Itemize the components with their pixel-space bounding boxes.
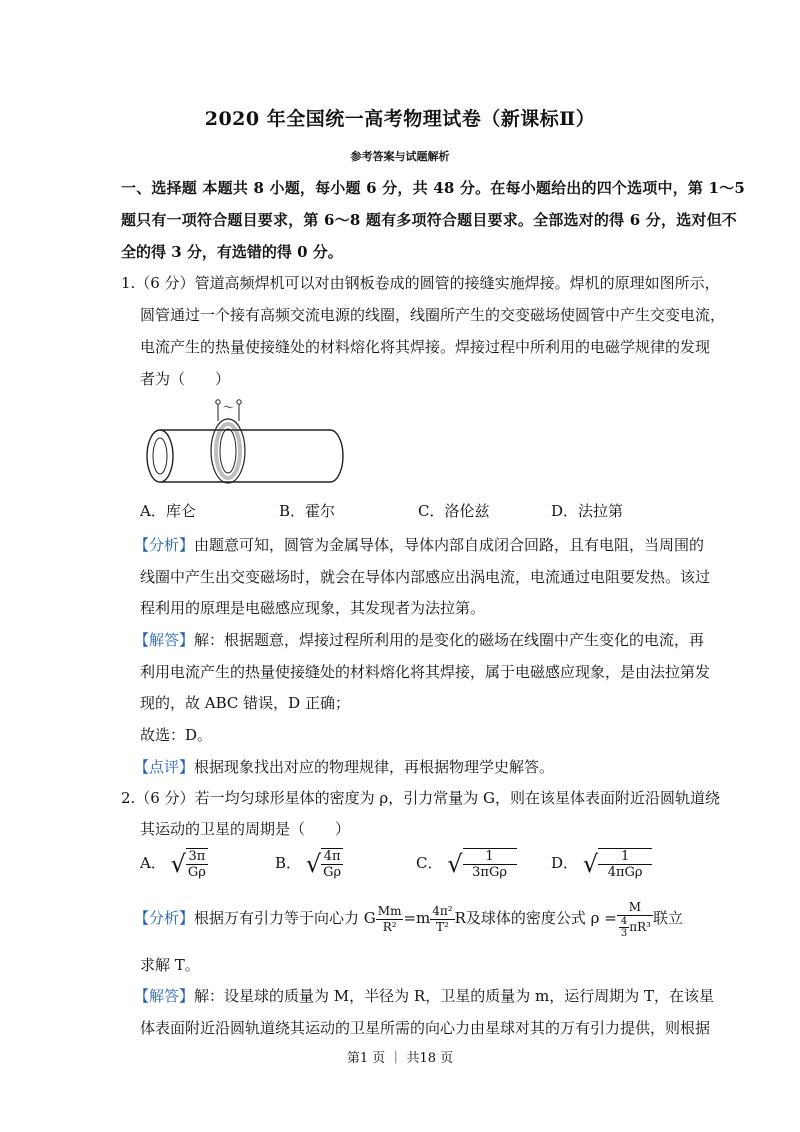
- q1-analysis-tag: 【分析】: [134, 536, 195, 554]
- q2-equals-m: =m: [403, 909, 431, 927]
- q2-formula-3-num: M: [617, 900, 653, 916]
- page-subtitle: 参考答案与试题解析: [350, 150, 450, 163]
- q1-comment-line: [134, 757, 554, 777]
- q2-option-b-den: Gρ: [323, 865, 342, 880]
- q1-option-a: A．库仑: [140, 502, 196, 520]
- q1-answer-line-3: 现的，故 ABC 错误，D 正确；: [140, 694, 350, 712]
- q2-option-c-den: 3πGρ: [472, 865, 507, 880]
- q1-option-d: D．法拉第: [551, 502, 624, 520]
- q1-stem-line-2: 圆管通过一个接有高频交流电源的线圈，线圈所产生的交变磁场使圆管中产生交变电流，: [140, 306, 726, 324]
- q2-formula-3-den-num: 4: [620, 915, 628, 927]
- q1-answer-text-1: 解：根据题意，焊接过程所利用的是变化的磁场在线圈中产生变化的电流，再: [194, 631, 705, 649]
- q2-option-c-num: 1: [463, 849, 517, 865]
- q1-stem-line-1: 1.（6 分）管道高频焊机可以对由钢板卷成的圆管的接缝实施焊接。焊机的原理如图所示，: [121, 274, 720, 292]
- q2-option-b-letter: B．: [275, 854, 302, 872]
- q1-analysis-line-1: [134, 535, 704, 555]
- q2-answer-line-1: [134, 986, 714, 1006]
- q1-choice-line: 故选：D。: [140, 726, 213, 744]
- q2-answer-line-2: 体表面附近沿圆轨道绕其运动的卫星所需的向心力由星球对其的万有引力提供，则根据: [140, 1019, 711, 1037]
- ac-source-symbol: ～: [223, 401, 234, 414]
- q1-analysis-line-3: 程利用的原理是电磁感应现象，其发现者为法拉第。: [140, 599, 486, 617]
- q1-analysis-text-1: 由题意可知，圆管为金属导体，导体内部自成闭合回路，且有电阻，当周围的: [194, 536, 705, 554]
- q1-answer-line-1: [134, 630, 704, 650]
- q1-comment-tag: 【点评】: [134, 758, 195, 776]
- section-instruction-line-3: 全的得 3 分，有选错的得 0 分。: [121, 243, 343, 261]
- q2-formula-1-num: Mm: [377, 903, 402, 918]
- q2-analysis-post: 联立: [652, 909, 683, 927]
- section-instruction-line-2: 题只有一项符合题目要求，第 6～8 题有多项符合题目要求。全部选对的得 6 分，选对但不: [121, 211, 738, 229]
- q2-option-a-den: Gρ: [187, 865, 206, 880]
- q1-option-b: B．霍尔: [279, 502, 336, 520]
- q2-option-b: B． √ $\frac{4\pi}{G\rho}$: [275, 849, 342, 880]
- q1-answer-tag: 【解答】: [134, 631, 195, 649]
- q1-stem-line-3: 电流产生的热量使接缝处的材料熔化将其焊接。焊接过程中所利用的电磁学规律的发现: [140, 338, 711, 356]
- q2-answer-text-1: 解：设星球的质量为 M，半径为 R，卫星的质量为 m，运行周期为 T，在该星: [194, 987, 714, 1005]
- q2-option-d-den: 4πGρ: [607, 865, 643, 880]
- q2-analysis-mid: 及球体的密度公式 ρ =: [465, 909, 617, 927]
- q2-formula-3-den-den: 3: [620, 927, 628, 939]
- q2-formula-2-num: 4π²: [432, 903, 453, 918]
- q1-option-c: C．洛伦兹: [418, 502, 490, 520]
- q2-stem-line-2: 其运动的卫星的周期是（ ）: [140, 820, 351, 838]
- q2-analysis-line-1: [134, 898, 683, 938]
- q2-option-a-num: 3π: [186, 849, 208, 865]
- q1-comment-text: 根据现象找出对应的物理规律，再根据物理学史解答。: [194, 758, 555, 776]
- q2-analysis-line-2: 求解 T。: [140, 956, 200, 974]
- q2-option-a-letter: A．: [140, 854, 166, 872]
- q2-answer-tag: 【解答】: [134, 987, 195, 1005]
- q2-analysis-tag: 【分析】: [134, 909, 195, 927]
- q2-option-d: D． √ $\frac{1}{\text{4πGρ}}$: [551, 848, 652, 880]
- q1-stem-line-4: 者为（ ）: [140, 370, 231, 388]
- q2-formula-3-den-rest: πR³: [629, 919, 651, 934]
- q2-option-b-num: 4π: [321, 849, 343, 865]
- section-instruction-line-1: 一、选择题 本题共 8 小题，每小题 6 分，共 48 分。在每小题给出的四个选项中，第 1～5: [121, 179, 746, 197]
- q2-option-c: C． √ $\frac{1}{\text{3πGρ}}$: [416, 848, 517, 880]
- q2-stem-line-1: 2.（6 分）若一均匀球形星体的密度为 ρ，引力常量为 G，则在该星体表面附近沿圆轨道绕: [121, 789, 720, 807]
- q2-option-c-letter: C．: [416, 854, 443, 872]
- q2-analysis-pre: 根据万有引力等于向心力 G: [194, 909, 376, 927]
- q2-option-d-letter: D．: [551, 854, 579, 872]
- pipe-coil-figure: [140, 395, 350, 490]
- q1-analysis-line-2: 线圈中产生出交变磁场时，就会在导体内部感应出涡电流，电流通过电阻要发热。该过: [140, 568, 711, 586]
- page-title: 2020 年全国统一高考物理试卷（新课标Ⅱ）: [204, 108, 596, 130]
- q2-option-a: A． √ $\frac{3\pi}{G\rho}$: [140, 849, 206, 880]
- q1-answer-line-2: 利用电流产生的热量使接缝处的材料熔化将其焊接，属于电磁感应现象，是由法拉第发: [140, 663, 711, 681]
- q2-option-d-num: 1: [598, 849, 652, 865]
- q2-formula-1-den: R²: [382, 919, 397, 934]
- q2-formula-r: R: [454, 909, 466, 927]
- q2-formula-2-den: T²: [436, 919, 449, 934]
- page-footer: 第1 页 ｜ 共18 页: [346, 1051, 454, 1066]
